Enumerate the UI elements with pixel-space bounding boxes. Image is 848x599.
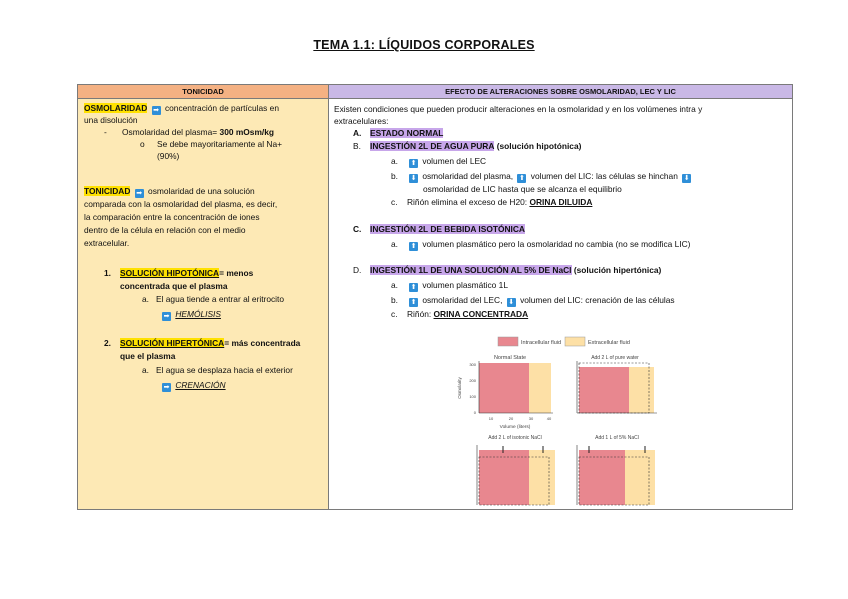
panel1-extra-block: [529, 363, 551, 413]
hypo-rest: = menos: [219, 268, 254, 278]
B-title: INGESTIÓN 2L DE AGUA PURA: [370, 141, 495, 151]
down-arrow-icon: ⬇: [410, 175, 417, 182]
figure-svg: [455, 333, 665, 509]
B-b: [407, 170, 693, 183]
ton-def-1: osmolaridad de una solución: [148, 186, 255, 196]
D-c-letter: c.: [391, 309, 398, 319]
ytick-0: 0: [473, 410, 476, 415]
right-arrow-icon: ➡: [163, 384, 170, 391]
hyper-rest: = más concentrada: [224, 338, 301, 348]
C-a-letter: a.: [391, 239, 398, 249]
hypo-sub: El agua tiende a entrar al eritrocito: [156, 294, 285, 304]
hyper-sub-letter: a.: [142, 365, 149, 375]
ylabel: Osmolarity: [457, 377, 462, 399]
C-a: [407, 238, 690, 251]
osm-plasma-value: 300 mOsm/kg: [219, 127, 274, 137]
osm-na-1: Se debe mayoritariamente al Na+: [157, 139, 282, 149]
D-a-text: volumen plasmático 1L: [422, 280, 508, 290]
legend-extra-swatch: [565, 337, 585, 346]
panel4-title: Add 1 L of 5% NaCl: [595, 435, 639, 441]
B-a-text: volumen del LEC: [422, 156, 487, 166]
left-column: [78, 99, 329, 509]
hypo-line2: concentrada que el plasma: [120, 281, 228, 291]
header-tonicidad: TONICIDAD: [78, 85, 329, 99]
right-arrow-icon: ➡: [163, 313, 170, 320]
up-arrow-icon: ⬆: [410, 243, 417, 250]
xlabel: Volume (liters): [499, 425, 531, 430]
hyper-result: CRENACIÓN: [175, 380, 226, 390]
osm-na-2: (90%): [157, 151, 180, 161]
up-arrow-icon: ⬆: [519, 175, 525, 182]
panel2-extra-block: [629, 367, 654, 413]
B-note: (solución hipotónica): [496, 141, 582, 151]
C-title: INGESTIÓN 2L DE BEBIDA ISOTÓNICA: [370, 224, 525, 234]
B-c-text: Riñón elimina el exceso de H20:: [407, 197, 528, 207]
D-c: [407, 308, 528, 320]
osm-plasma: [122, 126, 274, 138]
header-efecto: EFECTO DE ALTERACIONES SOBRE OSMOLARIDAD, LEC Y LIC: [329, 85, 792, 99]
D-heading: [370, 264, 661, 276]
D-c-text: Riñón:: [407, 309, 432, 319]
down-arrow-icon: ⬇: [508, 299, 515, 306]
hyper-heading: [120, 337, 300, 349]
down-arrow-icon: ⬇: [683, 175, 690, 182]
panel2-title: Add 2 L of pure water: [591, 355, 639, 361]
B-heading: [370, 140, 581, 152]
ytick-300: 300: [469, 362, 476, 367]
C-heading: [370, 223, 525, 235]
B-b-text-2: volumen del LIC: las células se hinchan: [530, 171, 678, 181]
intro-1: Existen condiciones que pueden producir alteraciones en la osmolaridad y en los volúmenes intra y: [334, 104, 703, 114]
panel3-title: Add 2 L of isotonic NaCl: [488, 435, 542, 441]
hypo-number: 1.: [104, 268, 111, 278]
panel2-intra-block: [579, 367, 629, 413]
panel4-extra-block: [625, 450, 655, 505]
B-b-letter: b.: [391, 171, 398, 181]
hyper-result-line: [160, 379, 226, 392]
right-arrow-icon: ➡: [153, 107, 160, 114]
xtick-20: 20: [508, 416, 514, 421]
hyper-number: 2.: [104, 338, 111, 348]
hypo-sub-letter: a.: [142, 294, 149, 304]
B-c-result: ORINA DILUIDA: [529, 197, 593, 207]
D-b-letter: b.: [391, 295, 398, 305]
C-letter: C.: [353, 224, 362, 234]
tonicidad-definition: [84, 185, 255, 198]
content-table: [77, 84, 793, 510]
up-arrow-icon: ⬆: [410, 160, 417, 167]
page-title: TEMA 1.1: LÍQUIDOS CORPORALES: [313, 38, 535, 52]
D-a-letter: a.: [391, 280, 398, 290]
osmolaridad-def-1: concentración de partículas en: [164, 103, 280, 113]
C-a-text: volumen plasmático pero la osmolaridad no cambia (no se modifica LIC): [422, 239, 691, 249]
D-note: (solución hipertónica): [573, 265, 662, 275]
xtick-10: 10: [488, 416, 494, 421]
panel1-intra-block: [479, 363, 529, 413]
A-title: [370, 127, 443, 139]
xtick-30: 30: [528, 416, 534, 421]
tonicidad-term: TONICIDAD: [84, 186, 131, 196]
up-arrow-icon: ⬆: [410, 299, 417, 306]
xtick-40: 40: [546, 416, 552, 421]
dash-bullet: -: [104, 127, 107, 137]
hyper-sub: El agua se desplaza hacia el exterior: [156, 365, 293, 375]
ytick-100: 100: [469, 394, 476, 399]
B-c: [407, 196, 592, 208]
D-b-text-2: volumen del LIC: crenación de las células: [520, 295, 675, 305]
panel3-extra-block: [529, 450, 555, 505]
ton-def-5: extracelular.: [84, 238, 130, 248]
ytick-200: 200: [469, 378, 476, 383]
D-letter: D.: [353, 265, 362, 275]
D-title: INGESTIÓN 1L DE UNA SOLUCIÓN AL 5% DE NaCl: [370, 265, 572, 275]
hyper-term: SOLUCIÓN HIPERTÓNICA: [120, 338, 225, 348]
D-c-result: ORINA CONCENTRADA: [433, 309, 529, 319]
B-b-text-1: osmolaridad del plasma,: [422, 171, 514, 181]
B-a: [407, 155, 486, 168]
right-arrow-icon: ➡: [136, 190, 143, 197]
B-c-letter: c.: [391, 197, 398, 207]
D-b-text-1: osmolaridad del LEC,: [422, 295, 503, 305]
panel1-title: Normal State: [493, 355, 527, 361]
A-letter: A.: [353, 128, 362, 138]
legend-extra-label: Extracellular fluid: [588, 340, 630, 346]
hyper-line2: que el plasma: [120, 351, 176, 361]
ton-def-4: dentro de la célula en relación con el medio: [84, 225, 246, 235]
legend-intra-swatch: [498, 337, 518, 346]
o-bullet: o: [140, 139, 145, 149]
hypo-heading: [120, 267, 253, 279]
hypo-term: SOLUCIÓN HIPOTÓNICA: [120, 268, 220, 278]
osm-plasma-label: Osmolaridad del plasma=: [122, 127, 218, 137]
ton-def-3: la comparación entre la concentración de iones: [84, 212, 260, 222]
up-arrow-icon: ⬆: [410, 284, 417, 291]
D-b: [407, 294, 675, 307]
osmolaridad-term: OSMOLARIDAD: [84, 103, 148, 113]
B-letter: B.: [353, 141, 361, 151]
legend-intra-label: Intracellular fluid: [521, 340, 562, 346]
D-a: [407, 279, 508, 292]
B-a-letter: a.: [391, 156, 398, 166]
panel3-intra-block: [479, 450, 529, 505]
osmolarity-volume-figure: [455, 333, 665, 509]
intro-2: extracelulares:: [334, 116, 389, 126]
hypo-result: HEMÓLISIS: [175, 309, 221, 319]
panel4-intra-block: [579, 450, 625, 505]
ton-def-2: comparada con la osmolaridad del plasma, es decir,: [84, 199, 278, 209]
hypo-result-line: [160, 308, 221, 321]
osmolaridad-def-2: una disolución: [84, 115, 138, 125]
A-title-text: ESTADO NORMAL: [370, 128, 444, 138]
B-b-3: osmolaridad de LIC hasta que se alcanza el equilibrio: [423, 184, 622, 194]
